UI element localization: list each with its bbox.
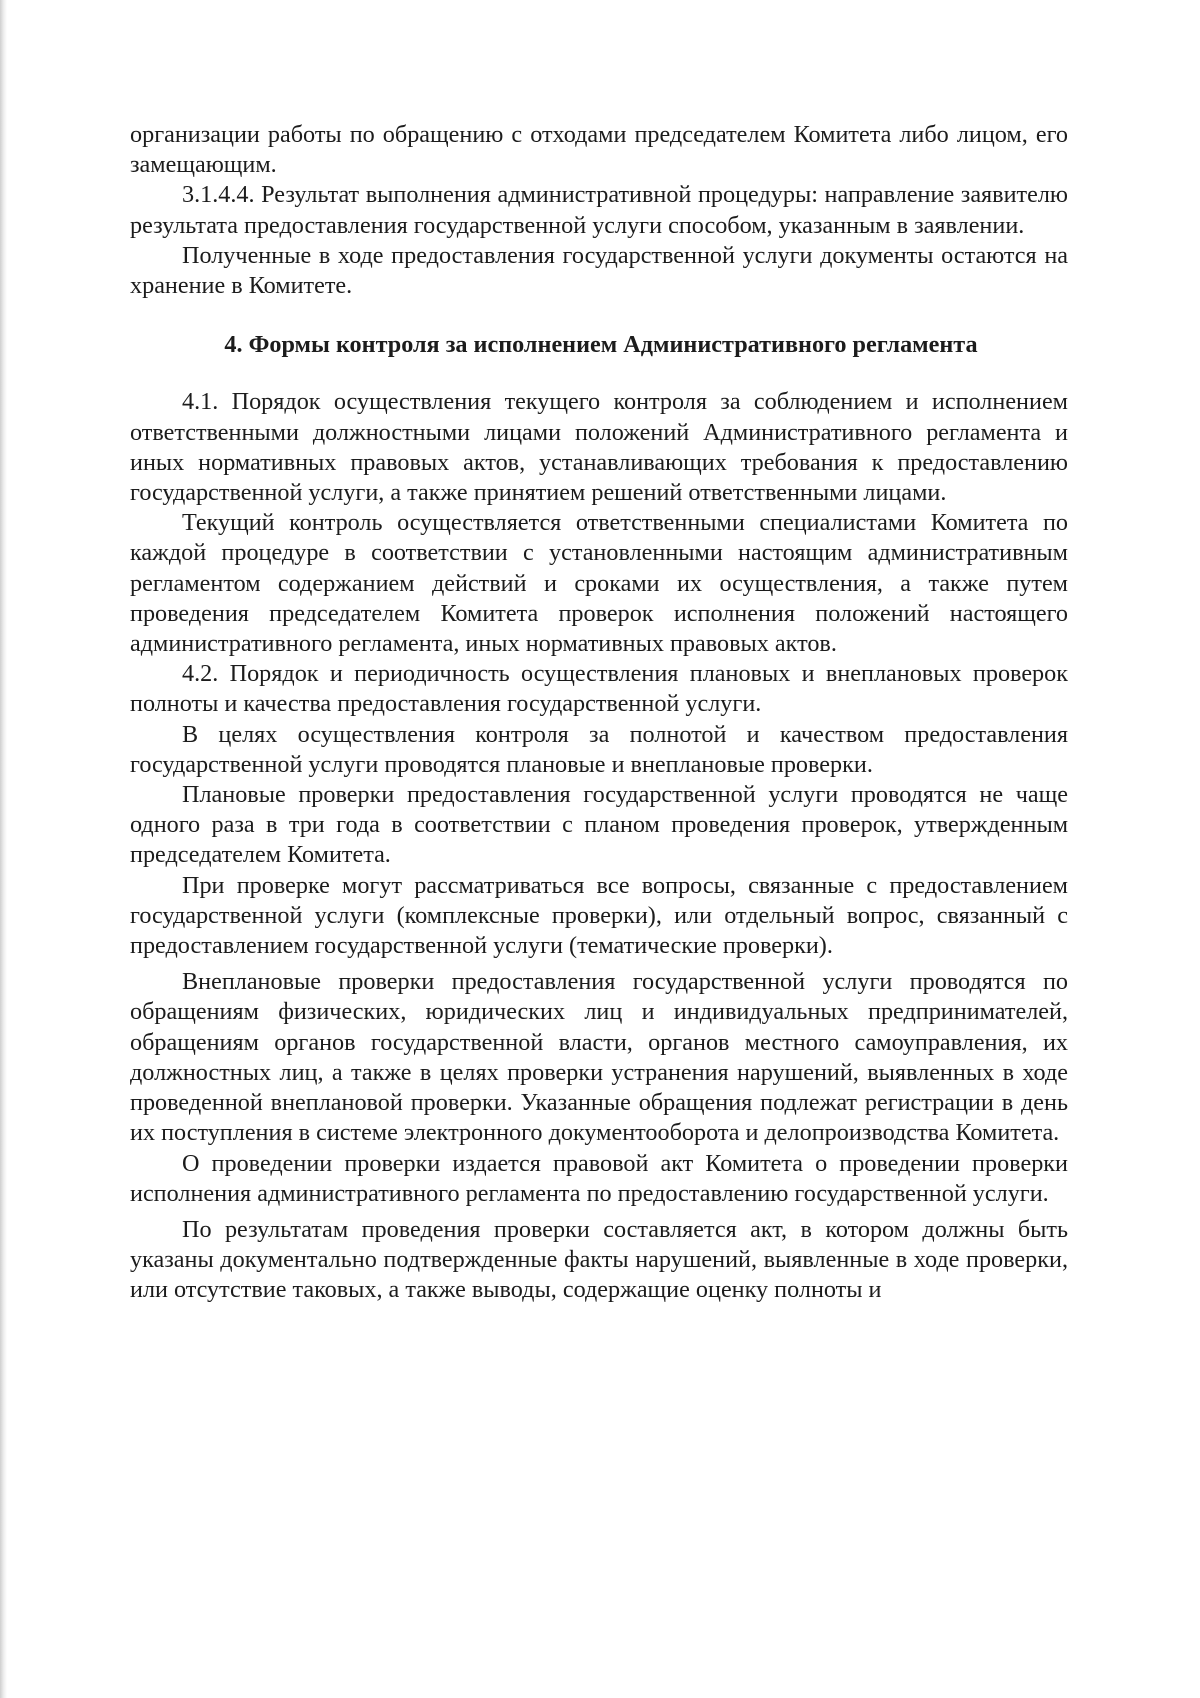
document-page <box>130 120 1068 1306</box>
paragraph-planned-checks: Плановые проверки предоставления государственной услуги проводятся не чаще одного раза в три года в соответствии с планом проведения проверок, утвержденным председателем Комитета. <box>130 781 1068 869</box>
scan-edge <box>0 0 7 1698</box>
paragraph-unplanned-checks: Внеплановые проверки предоставления государственной услуги проводятся по обращениям физических, юридических лиц и индивидуальных предпринимателей, обращениям органов государственной власти, органов местного самоуправления, их должностных лиц, а также в целях проверки устранения нарушений, выявленных в ходе проведенной внеплановой проверки. Указанные обращения подлежат регистрации в день их поступления в системе электронного документооборота и делопроизводства Комитета. <box>130 968 1068 1147</box>
section-heading: 4. Формы контроля за исполнением Административного регламента <box>224 331 978 359</box>
paragraph-check-scope: При проверке могут рассматриваться все вопросы, связанные с предоставлением государственной услуги (комплексные проверки), или отдельный вопрос, связанный с предоставлением государственной услуги (тематические проверки). <box>130 871 1068 960</box>
paragraph-4-2: 4.2. Порядок и периодичность осуществления плановых и внеплановых проверок полноты и качества предоставления государственной услуги. <box>130 660 1068 718</box>
paragraph-legal-act: О проведении проверки издается правовой акт Комитета о проведении проверки исполнения административного регламента по предоставлению государственной услуги. <box>130 1149 1068 1207</box>
paragraph-current-control: Текущий контроль осуществляется ответственными специалистами Комитета по каждой процедуре в соответствии с установленными настоящим административным регламентом содержанием действий и сроками их осуществления, а также путем проведения председателем Комитета проверок исполнения положений настоящего административного регламента, иных нормативных правовых актов. <box>130 509 1068 658</box>
spacer <box>130 360 1068 387</box>
paragraph-3-1-4-4: 3.1.4.4. Результат выполнения административной процедуры: направление заявителю результата предоставления государственной услуги способом, указанным в заявлении. <box>130 181 1068 239</box>
paragraph-continuation: организации работы по обращению с отходами председателем Комитета либо лицом, его замещающим. <box>130 121 1068 179</box>
paragraph-documents-storage: Полученные в ходе предоставления государственной услуги документы остаются на хранение в Комитете. <box>130 241 1068 300</box>
spacer <box>130 301 1068 330</box>
paragraph-4-1: 4.1. Порядок осуществления текущего контроля за соблюдением и исполнением ответственными должностными лицами положений Административного регламента и иных нормативных правовых актов, устанавливающих требования к предоставлению государственной услуги, а также принятием решений ответственными лицами. <box>130 388 1068 507</box>
paragraph-check-results: По результатам проведения проверки составляется акт, в котором должны быть указаны документально подтвержденные факты нарушений, выявленные в ходе проверки, или отсутствие таковых, а также выводы, содержащие оценку полноты и <box>130 1215 1068 1304</box>
paragraph-control-purpose: В целях осуществления контроля за полнотой и качеством предоставления государственной услуги проводятся плановые и внеплановые проверки. <box>130 720 1068 778</box>
